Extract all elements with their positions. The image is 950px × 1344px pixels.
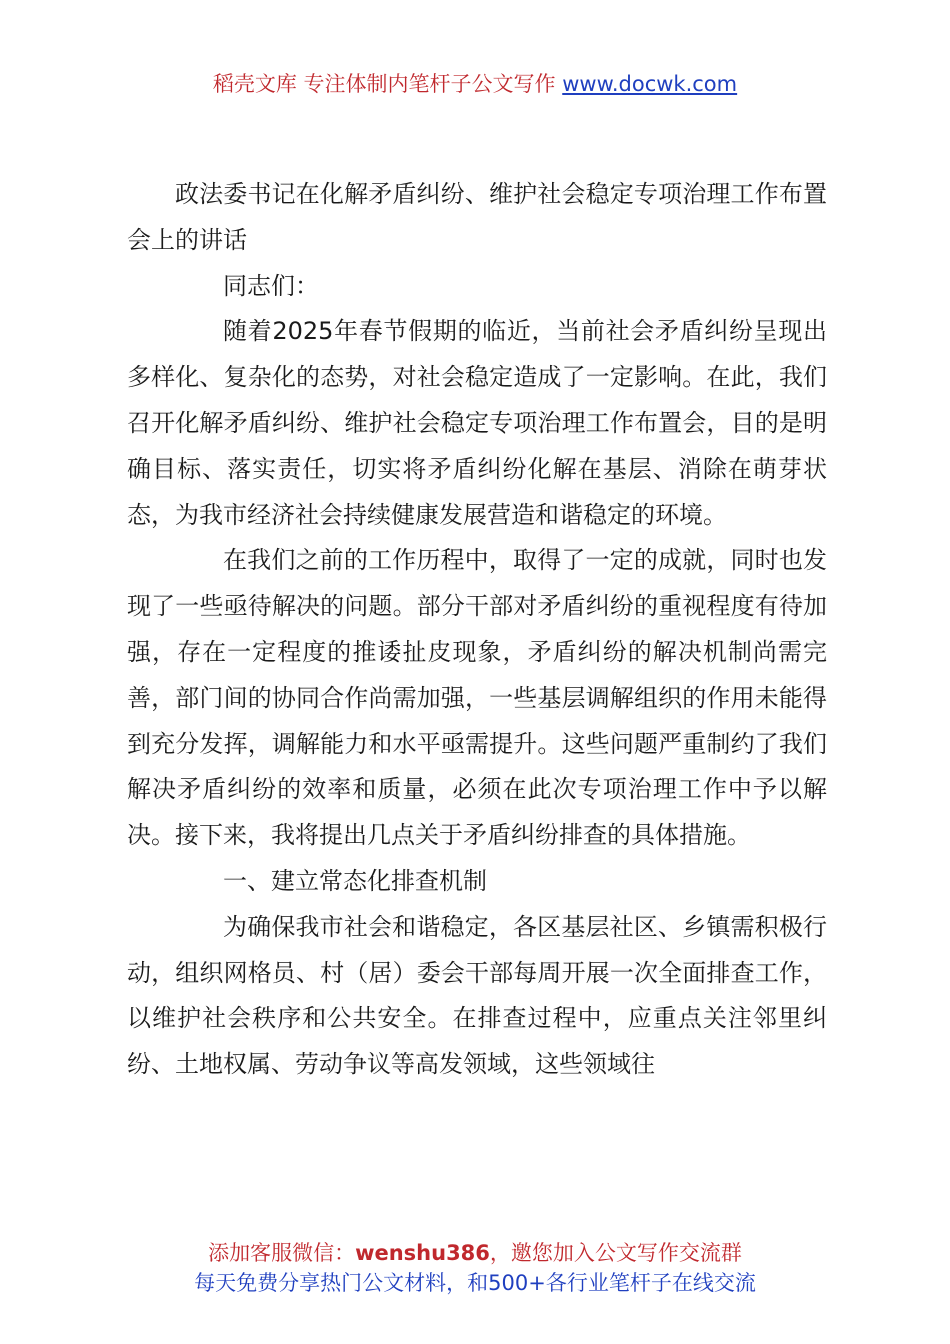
section-heading-1: 一、建立常态化排查机制: [223, 866, 487, 895]
paragraph-2: 在我们之前的工作历程中，取得了一定的成就，同时也发现了一些亟待解决的问题。部分干部对矛盾纠纷的重视程度有待加强，存在一定程度的推诿扯皮现象，矛盾纠纷的解决机制尚需完善，部门间的协同合作尚需加强，一些基层调解组织的作用未能得到充分发挥，调解能力和水平亟需提升。这些问题严重制约了我们解决矛盾纠纷的效率和质量，必须在此次专项治理工作中予以解决。接下来，我将提出几点关于矛盾纠纷排查的具体措施。: [127, 546, 827, 850]
page-header: [0, 70, 950, 98]
footer-line-1: [0, 1238, 950, 1268]
document-body: [127, 172, 827, 1088]
paragraph-1: 随着2025年春节假期的临近，当前社会矛盾纠纷呈现出多样化、复杂化的态势，对社会稳定造成了一定影响。在此，我们召开化解矛盾纠纷、维护社会稳定专项治理工作布置会，目的是明确目标、落实责任，切实将矛盾纠纷化解在基层、消除在萌芽状态，为我市经济社会持续健康发展营造和谐稳定的环境。: [127, 317, 827, 529]
document-title: 政法委书记在化解矛盾纠纷、维护社会稳定专项治理工作布置会上的讲话: [127, 180, 827, 254]
header-url-link[interactable]: www.docwk.com: [562, 72, 738, 96]
footer-suffix: ，邀您加入公文写作交流群: [489, 1241, 742, 1265]
header-brand: 稻壳文库 专注体制内笔杆子公文写作: [212, 72, 556, 96]
footer-prefix: 添加客服微信：: [208, 1241, 356, 1265]
page-footer: [0, 1238, 950, 1298]
salutation: 同志们：: [223, 271, 319, 300]
wechat-id: wenshu386: [355, 1241, 490, 1265]
section-1-paragraph: 为确保我市社会和谐稳定，各区基层社区、乡镇需积极行动，组织网格员、村（居）委会干部每周开展一次全面排查工作，以维护社会秩序和公共安全。在排查过程中，应重点关注邻里纠纷、土地权属、劳动争议等高发领域，这些领域往: [127, 912, 827, 1079]
footer-line-2: 每天免费分享热门公文材料，和500+各行业笔杆子在线交流: [194, 1271, 756, 1295]
